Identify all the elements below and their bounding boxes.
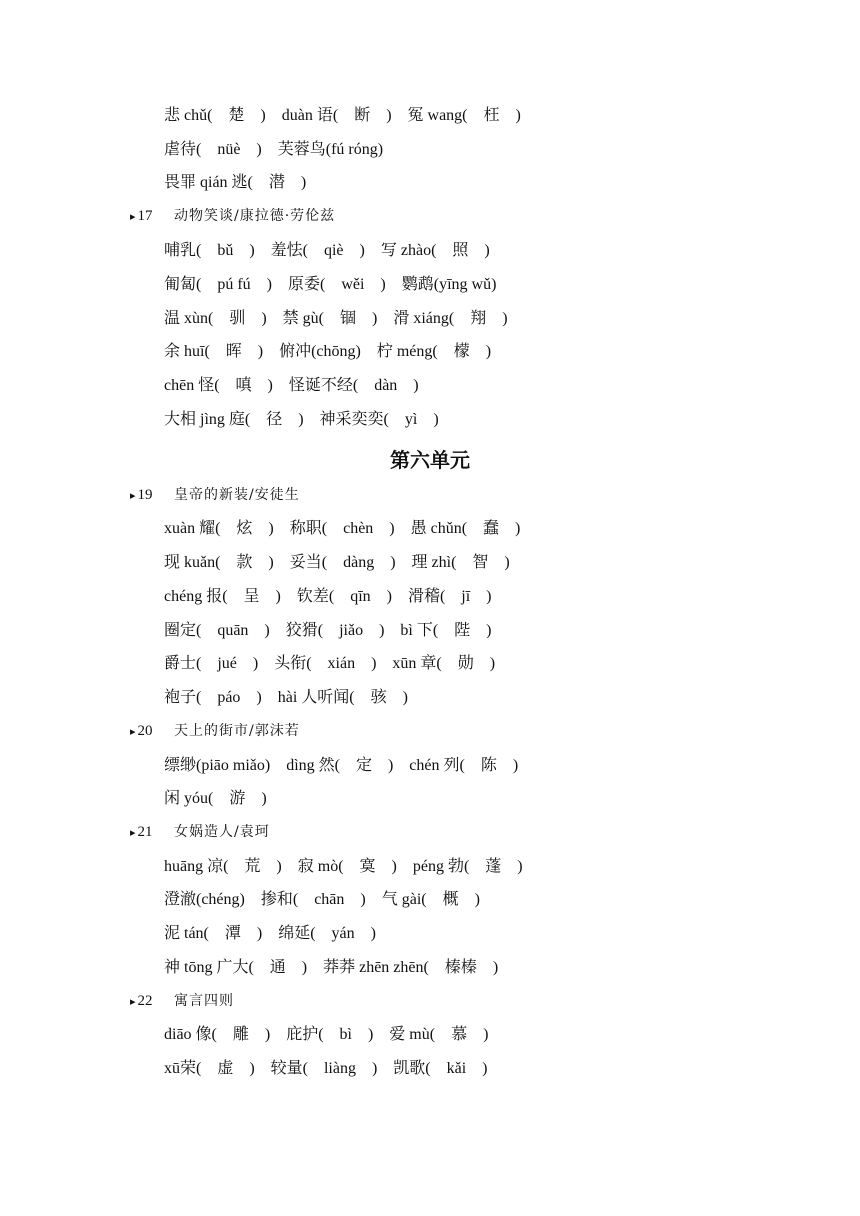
lesson-number: ▸ 19 bbox=[130, 485, 174, 506]
vocab-line: 袍子( páo ) hài 人听闻( 骇 ) bbox=[164, 689, 408, 706]
vocab-line: 大相 jìng 庭( 径 ) 神采奕奕( yì ) bbox=[164, 411, 439, 428]
lesson-title: 皇帝的新装/安徒生 bbox=[174, 487, 300, 503]
lesson-title: 动物笑谈/康拉德·劳伦兹 bbox=[174, 208, 336, 224]
vocab-line: 澄澈(chéng) 掺和( chān ) 气 gài( 概 ) bbox=[164, 891, 480, 908]
vocab-line: xū荣( 虚 ) 较量( liàng ) 凯歌( kǎi ) bbox=[164, 1060, 488, 1077]
vocab-line: 缥缈(piāo miǎo) dìng 然( 定 ) chén 列( 陈 ) bbox=[164, 757, 519, 774]
vocab-line: 悲 chǔ( 楚 ) duàn 语( 断 ) 冤 wang( 枉 ) bbox=[164, 107, 521, 124]
vocab-line: 余 huī( 晖 ) 俯冲(chōng) 柠 méng( 檬 ) bbox=[164, 343, 492, 360]
vocab-line: 畏罪 qián 逃( 潜 ) bbox=[164, 174, 307, 191]
lesson-number: ▸ 20 bbox=[130, 721, 174, 742]
vocab-line: 闲 yóu( 游 ) bbox=[164, 790, 267, 807]
vocab-line: 神 tōng 广大( 通 ) 莽莽 zhēn zhēn( 榛榛 ) bbox=[164, 959, 499, 976]
vocab-line: chēn 怪( 嗔 ) 怪诞不经( dàn ) bbox=[164, 377, 419, 394]
lesson-heading-21 bbox=[130, 822, 270, 843]
lesson-heading-20 bbox=[130, 721, 300, 742]
vocab-line: chéng 报( 呈 ) 钦差( qīn ) 滑稽( jī ) bbox=[164, 588, 492, 605]
lesson-number: ▸ 21 bbox=[130, 822, 174, 843]
lesson-heading-17 bbox=[130, 206, 335, 227]
vocab-line: 泥 tán( 潭 ) 绵延( yán ) bbox=[164, 925, 376, 942]
unit-title: 第六单元 bbox=[390, 448, 470, 472]
vocab-line: xuàn 耀( 炫 ) 称职( chèn ) 愚 chǔn( 蠢 ) bbox=[164, 520, 521, 537]
lesson-heading-19 bbox=[130, 485, 300, 506]
vocab-line: 匍匐( pú fú ) 原委( wěi ) 鹦鹉(yīng wǔ) bbox=[164, 276, 497, 293]
lesson-heading-22 bbox=[130, 991, 234, 1012]
lesson-title: 天上的街市/郭沫若 bbox=[174, 723, 300, 739]
vocab-line: diāo 像( 雕 ) 庇护( bì ) 爱 mù( 慕 ) bbox=[164, 1026, 489, 1043]
lesson-number: ▸ 17 bbox=[130, 206, 174, 227]
vocab-line: 哺乳( bǔ ) 羞怯( qiè ) 写 zhào( 照 ) bbox=[164, 242, 490, 259]
lesson-title: 寓言四则 bbox=[174, 993, 234, 1009]
vocab-line: 现 kuǎn( 款 ) 妥当( dàng ) 理 zhì( 智 ) bbox=[164, 554, 510, 571]
vocab-line: 虐待( nüè ) 芙蓉鸟(fú róng) bbox=[164, 141, 384, 158]
lesson-number: ▸ 22 bbox=[130, 991, 174, 1012]
vocab-line: 圈定( quān ) 狡猾( jiǎo ) bì 下( 陛 ) bbox=[164, 622, 492, 639]
lesson-title: 女娲造人/袁珂 bbox=[174, 824, 270, 840]
vocab-line: 温 xùn( 驯 ) 禁 gù( 锢 ) 滑 xiáng( 翔 ) bbox=[164, 310, 508, 327]
vocab-line: 爵士( jué ) 头衔( xián ) xūn 章( 勋 ) bbox=[164, 655, 496, 672]
vocab-line: huāng 凉( 荒 ) 寂 mò( 寞 ) péng 勃( 蓬 ) bbox=[164, 858, 523, 875]
